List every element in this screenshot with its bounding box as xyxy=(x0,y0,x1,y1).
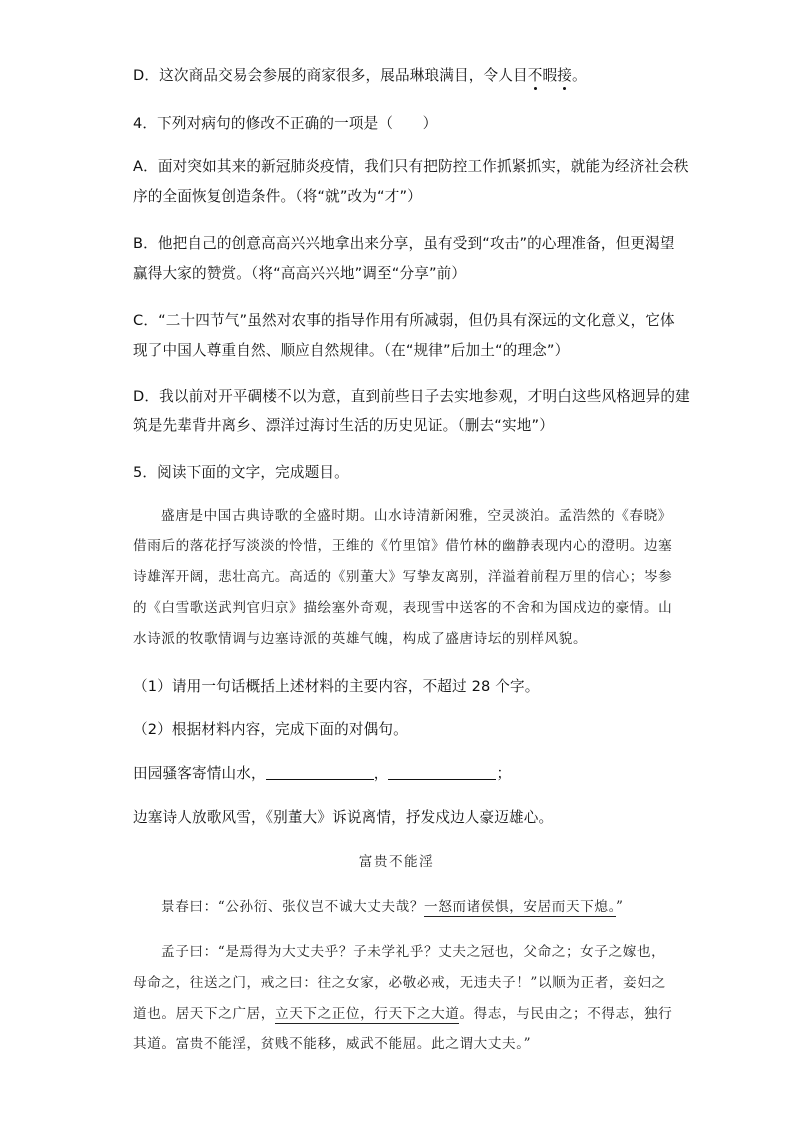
q4-option-d-line1: D．我以前对开平碉楼不以为意，直到前些日子去实地参观，才明白这些风格迥异的建 xyxy=(133,388,690,405)
underlined-sentence: 立天下之正位，行天下之大道 xyxy=(274,1006,460,1022)
passage-line: 借雨后的落花抒写淡淡的怜惜，王维的《竹里馆》借竹林的幽静表现内心的澄明。边塞 xyxy=(133,538,673,554)
q3-option-d xyxy=(133,64,587,85)
q5-sub-question-2: （2）根据材料内容，完成下面的对偶句。 xyxy=(133,721,408,738)
q3-option-d-text: D．这次商品交易会参展的商家很多，展品琳琅满目，令人目 xyxy=(133,67,528,84)
q4-option-a-line2: 序的全面恢复创造条件。（将“就”改为“才”） xyxy=(133,188,422,205)
q4-option-a-line1: A．面对突如其来的新冠肺炎疫情，我们只有把防控工作抓紧抓实，就能为经济社会秩 xyxy=(133,158,689,175)
passage-line: 的《白雪歌送武判官归京》描绘塞外奇观，表现雪中送客的不舍和为国戍边的豪情。山 xyxy=(133,600,673,616)
classical-text: 景春曰：“公孙衍、张仪岂不诚大丈夫哉？ xyxy=(161,899,425,915)
q5-sub-question-1: （1）请用一句话概括上述材料的主要内容，不超过 28 个字。 xyxy=(133,678,540,695)
classical-paragraph-2-line3 xyxy=(133,1002,672,1022)
couplet-comma: ， xyxy=(373,765,389,782)
q3-option-d-char: 暇 xyxy=(542,67,558,84)
classical-paragraph-2-line1: 孟子曰：“是焉得为大丈夫乎？子未学礼乎？丈夫之冠也，父命之；女子之嫁也， xyxy=(161,944,666,960)
answer-blank-2[interactable] xyxy=(388,765,496,780)
q4-option-b-line1: B．他把自己的创意高高兴兴地拿出来分享，虽有受到“攻击”的心理准备，但更渴望 xyxy=(133,235,675,252)
q4-stem: 4．下列对病句的修改不正确的一项是（ ） xyxy=(133,115,438,132)
q4-option-c-line2: 现了中国人尊重自然、顺应自然规律。（在“规律”后加土“的理念”） xyxy=(133,342,570,359)
q3-option-d-period: 。 xyxy=(571,67,587,84)
q4-option-b-line2: 赢得大家的赞赏。（将“高高兴兴地”调至“分享”前） xyxy=(133,265,467,282)
passage-line: 水诗派的牧歌情调与边塞诗派的英雄气魄，构成了盛唐诗坛的别样风貌。 xyxy=(133,631,588,647)
classical-text: 。得志，与民由之；不得志，独行 xyxy=(459,1006,673,1022)
answer-blank-1[interactable] xyxy=(266,765,374,780)
couplet-line-1 xyxy=(133,762,511,783)
couplet-prefix: 田园骚客寄情山水， xyxy=(133,765,266,782)
q4-option-d-line2: 筑是先辈背井离乡、漂洋过海讨生活的历史见证。（删去“实地”） xyxy=(133,417,554,434)
q4-option-c-line1: C．“二十四节气”虽然对农事的指导作用有所减弱，但仍具有深远的文化意义，它体 xyxy=(133,312,675,329)
classical-paragraph-1 xyxy=(161,895,624,915)
couplet-semicolon: ； xyxy=(496,765,512,782)
classical-paragraph-2-line4: 其道。富贵不能淫，贫贱不能移，威武不能屈。此之谓大丈夫。” xyxy=(133,1036,532,1052)
couplet-line-2: 边塞诗人放歌风雪，《别董大》诉说离情，抒发戍边人豪迈雄心。 xyxy=(133,809,554,826)
passage-line: 盛唐是中国古典诗歌的全盛时期。山水诗清新闲雅，空灵淡泊。孟浩然的《春晓》 xyxy=(161,508,672,524)
underlined-sentence: 一怒而诸侯惧，安居而天下熄。 xyxy=(424,899,616,915)
q5-stem: 5．阅读下面的文字，完成题目。 xyxy=(133,464,349,481)
classical-title: 富贵不能淫 xyxy=(358,854,435,870)
passage-line: 诗雄浑开阔，悲壮高亢。高适的《别董大》写挚友离别，洋溢着前程万里的信心；岑参 xyxy=(133,569,673,585)
classical-text: 道也。居天下之广居， xyxy=(133,1006,275,1022)
emphasis-dot-char: 接 xyxy=(557,64,572,85)
closing-quote: ” xyxy=(615,899,624,915)
emphasis-dot-char: 不 xyxy=(528,64,543,85)
classical-paragraph-2-line2: 母命之，往送之门，戒之曰：往之女家，必敬必戒，无违夫子！”以顺为正者，妾妇之 xyxy=(133,975,666,991)
